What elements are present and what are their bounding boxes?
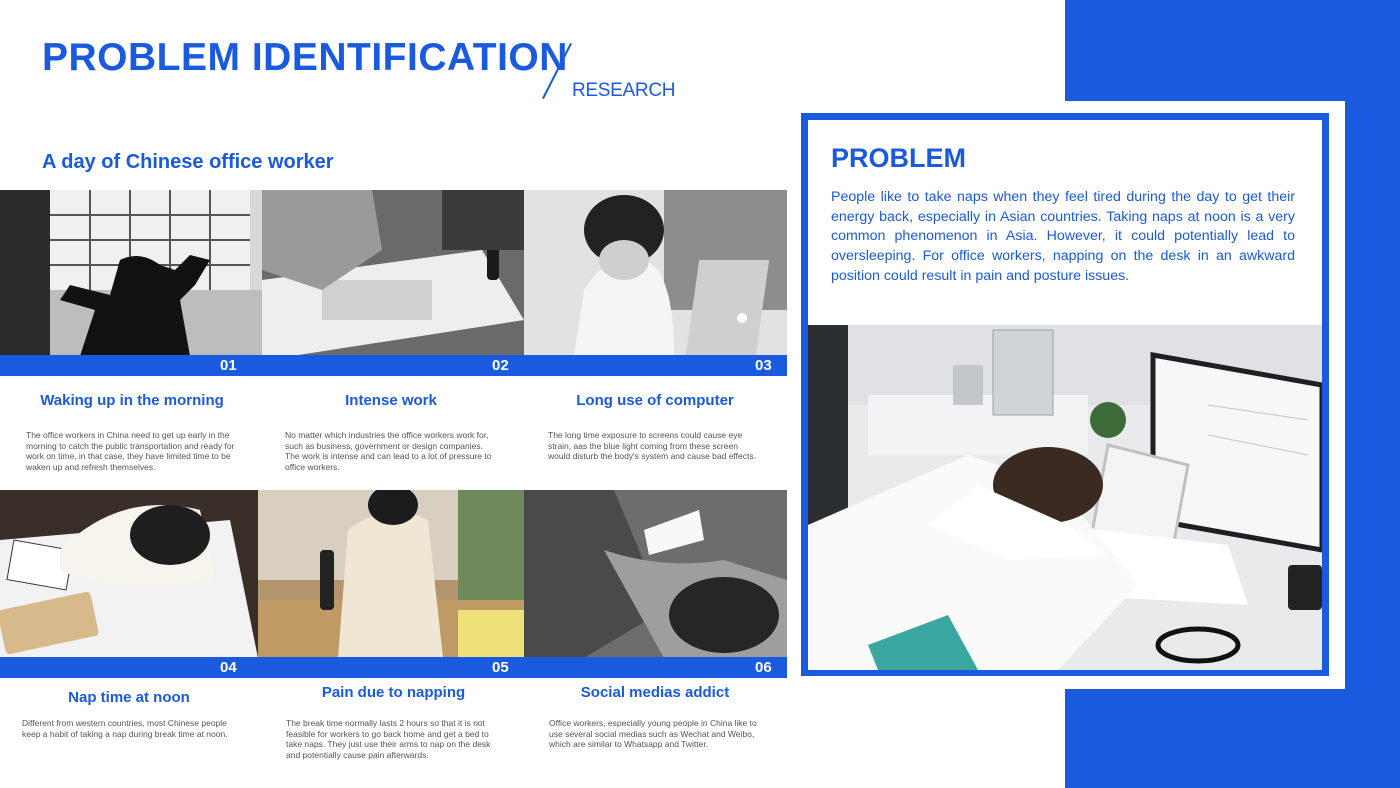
photo-social-media: [524, 490, 787, 658]
step-number-03: 03: [755, 357, 772, 374]
step-title-04: Nap time at noon: [68, 689, 190, 706]
problem-description: People like to take naps when they feel tired during the day to get their energy back, especially in Asian countries. Taking naps at noon is a very common phenomenon in Asia. However, it could potentially lead to oversleeping. For office workers, napping on the desk in an awkward position could result in pain and posture issues.: [831, 189, 1295, 284]
step-title-01: Waking up in the morning: [40, 392, 224, 409]
step-title-02: Intense work: [345, 392, 437, 409]
step-number-06: 06: [755, 659, 772, 676]
step-title-03: Long use of computer: [576, 392, 734, 409]
step-text-05: The break time normally lasts 2 hours so that it is not feasible for workers to go back home and get a bed to take naps. They just use their arms to nap on the desk and potentially cause pain afterwards.: [286, 718, 491, 760]
step-number-04: 04: [220, 659, 237, 676]
problem-title: PROBLEM: [831, 143, 966, 173]
step-text-03: The long time exposure to screens could cause eye strain, aas the blue light coming from these screen would disturb the body's system and cause bad effects.: [548, 430, 756, 461]
photo-nap-at-noon: [0, 490, 258, 658]
photo-waking-up: [0, 190, 262, 356]
page-title: PROBLEM IDENTIFICATION: [42, 36, 568, 79]
photo-computer-use: [524, 190, 787, 356]
step-text-04: Different from western countries, most Chinese people keep a habit of taking a nap during break time at noon.: [22, 718, 228, 739]
section-title: A day of Chinese office worker: [42, 151, 334, 173]
step-text-02: No matter which industries the office workers work for, such as business, government or design companies. The work is intense and can lead to a lot of pressure to office workers.: [285, 430, 492, 472]
page-subtitle: RESEARCH: [572, 80, 676, 101]
step-title-06: Social medias addict: [580, 684, 730, 701]
step-text-06: Office workers, especially young people in China like to use several social medias such as Wechat and Weibo, which are similar to Whatsapp and Twitter.: [549, 718, 757, 749]
step-title-05: Pain due to napping: [321, 684, 466, 701]
step-bar-row1: [0, 355, 787, 376]
photo-intense-work: [262, 190, 524, 356]
step-bar-row2: [0, 657, 787, 678]
step-number-05: 05: [492, 659, 509, 676]
photo-pain-napping: [258, 490, 524, 658]
step-number-02: 02: [492, 357, 509, 374]
step-text-01: The office workers in China need to get up early in the morning to catch the public transportation and ready for work on time, in that case, they have limited time to be waken up and refresh themselves.: [26, 430, 235, 472]
photo-woman-napping-at-desk: [808, 325, 1322, 670]
step-number-01: 01: [220, 357, 237, 374]
